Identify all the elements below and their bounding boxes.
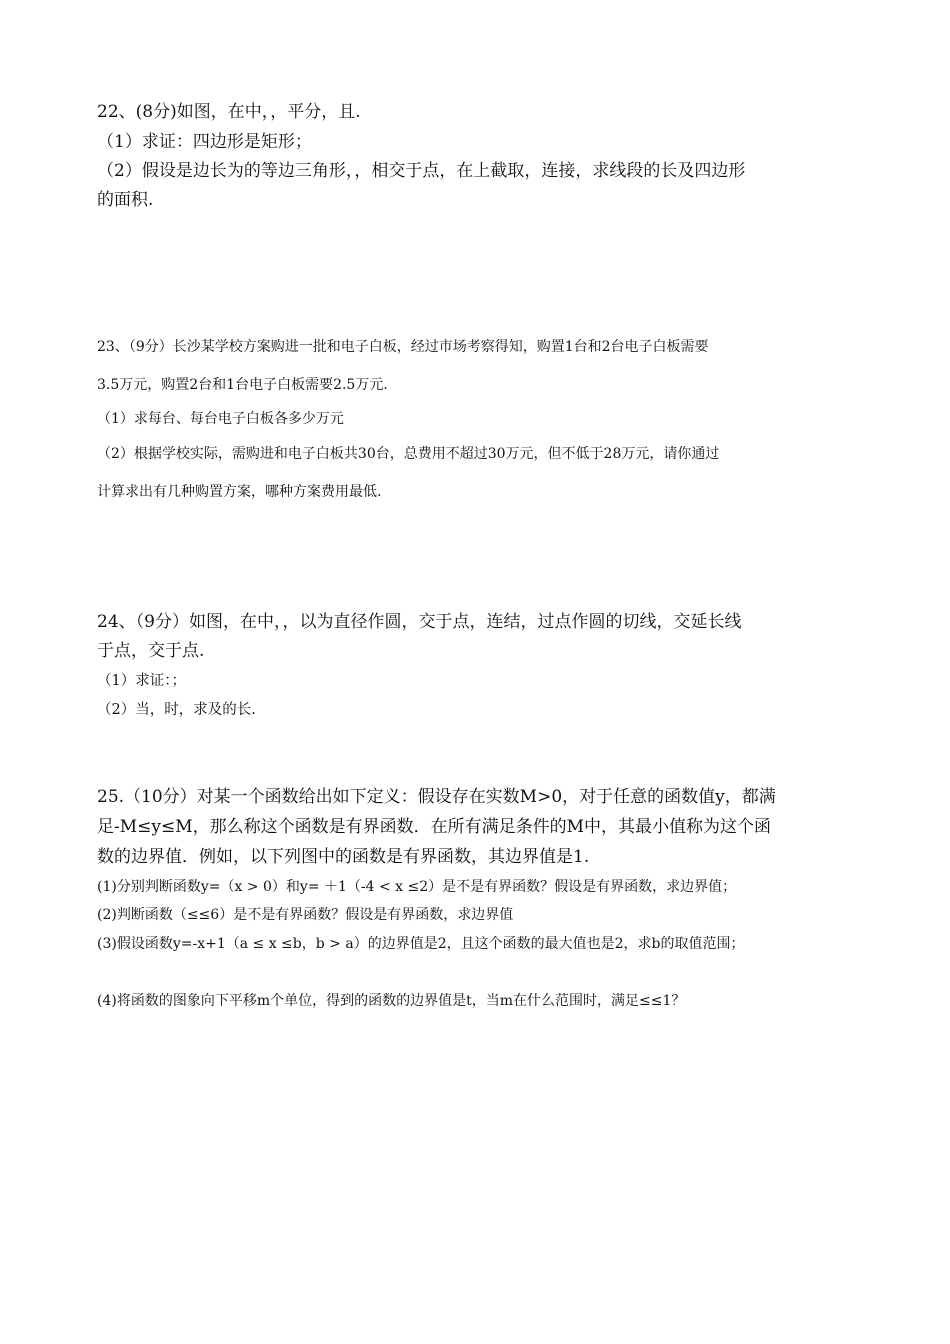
q25-title-cont: 足-M≤y≤M，那么称这个函数是有界函数．在所有满足条件的M中，其最小值称为这个函 [97, 817, 772, 837]
q25-part3: (3)假设函数y=-x+1（a ≤ x ≤b，b > a）的边界值是2，且这个函数的最大值也是2，求b的取值范围； [97, 936, 745, 952]
q25-title: 25.（10分）对某一个函数给出如下定义：假设存在实数M>0，对于任意的函数值y，都满 [97, 787, 776, 807]
q23-part2: （2）根据学校实际，需购进和电子白板共30台，总费用不超过30万元，但不低于28万元，请你通过 [97, 446, 720, 462]
q25-part4: (4)将函数的图象向下平移m个单位，得到的函数的边界值是t，当m在什么范围时，满足≤≤1？ [97, 993, 686, 1009]
q24-part2: （2）当，时，求及的长. [97, 702, 256, 718]
q24-part1: （1）求证：； [97, 673, 186, 689]
q23-part1: （1）求每台、每台电子白板各多少万元 [97, 411, 344, 427]
q22-part2: （2）假设是边长为的等边三角形，，相交于点，在上截取，连接，求线段的长及四边形 [97, 161, 746, 181]
q23-title-cont: 3.5万元，购置2台和1台电子白板需要2.5万元. [97, 377, 388, 393]
q23-title: 23、（9分）长沙某学校方案购进一批和电子白板，经过市场考察得知，购置1台和2台电子白板需要 [97, 339, 709, 355]
q22-title: 22、(8分)如图，在中，，平分，且. [97, 102, 361, 122]
q25-title-cont2: 数的边界值．例如，以下列图中的函数是有界函数，其边界值是1. [97, 847, 590, 867]
q24-title-cont: 于点，交于点. [97, 641, 205, 661]
q25-part2: (2)判断函数（≤≤6）是不是有界函数？假设是有界函数，求边界值 [97, 907, 514, 923]
q22-part2-cont: 的面积. [97, 190, 154, 210]
q22-part1: （1）求证：四边形是矩形； [97, 132, 312, 152]
q25-part1: (1)分别判断函数y=（x > 0）和y= ＋1（-4 < x ≤2）是不是有界函数？假设是有界函数，求边界值； [97, 879, 737, 895]
q24-title: 24、（9分）如图，在中，，以为直径作圆，交于点，连结，过点作圆的切线，交延长线 [97, 612, 742, 632]
q23-part2-cont: 计算求出有几种购置方案，哪种方案费用最低. [97, 484, 382, 500]
